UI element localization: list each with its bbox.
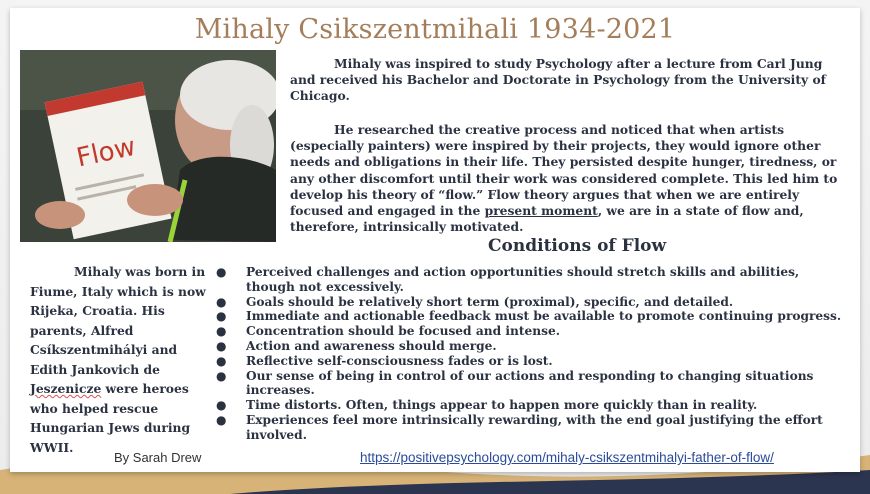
bullet-icon: ● <box>216 309 227 324</box>
condition-item: ● Experiences feel more intrinsically rewarding, with the end goal justifying the effort involved. <box>216 412 823 442</box>
present-moment-link[interactable]: present moment <box>484 203 598 219</box>
bio-text-start: Mihaly was born in Fiume, Italy which is now Rijeka, Croatia. His parents, Alfred Csíkszentmihályi and Edith Jankovich de <box>30 264 206 377</box>
condition-item: ● Immediate and actionable feedback must be available to promote continuing progress. <box>216 309 842 324</box>
bio-text-end: were heroes who helped rescue Hungarian Jews during WWII. <box>30 381 191 455</box>
bullet-icon: ● <box>216 324 227 339</box>
condition-item: ● Our sense of being in control of our actions and responding to changing situations increases. <box>216 368 814 398</box>
bullet-icon: ● <box>216 398 227 413</box>
condition-item: ● Perceived challenges and action opportunities should stretch skills and abilities, though not excessively. <box>216 265 800 294</box>
paragraph-education-text: Mihaly was inspired to study Psychology after a lecture from Carl Jung and received his Bachelor and Doctorate in Psychology from the University of Chicago. <box>290 56 826 104</box>
author-credit: By Sarah Drew <box>114 450 202 465</box>
portrait-photo <box>20 50 276 242</box>
conditions-heading: Conditions of Flow <box>488 236 667 256</box>
paragraph-flow-theory <box>290 122 840 235</box>
condition-item: ● Concentration should be focused and intense. <box>216 324 560 339</box>
condition-item: ● Goals should be relatively short term (proximal), specific, and detailed. <box>216 294 734 309</box>
paragraph-education <box>290 56 840 105</box>
book-title: Flow <box>73 131 139 174</box>
bullet-icon: ● <box>216 338 227 353</box>
source-link[interactable]: https://positivepsychology.com/mihaly-csikszentmihalyi-father-of-flow/ <box>360 450 774 465</box>
paragraph-flow-text-end: , we are in a state of flow and, therefore, intrinsically motivated. <box>290 203 804 235</box>
bio-surname: Jeszenicze <box>30 381 102 396</box>
slide-title: Mihaly Csikszentmihali 1934-2021 <box>194 14 676 45</box>
bullet-icon: ● <box>216 353 227 368</box>
conditions-list <box>214 265 844 443</box>
bullet-icon: ● <box>216 412 227 427</box>
condition-item: ● Action and awareness should merge. <box>216 338 497 353</box>
bullet-icon: ● <box>216 368 227 383</box>
biography-paragraph <box>30 262 208 457</box>
condition-item: ● Time distorts. Often, things appear to happen more quickly than in reality. <box>216 398 758 413</box>
condition-item: ● Reflective self-consciousness fades or is lost. <box>216 353 553 368</box>
bullet-icon: ● <box>216 294 227 309</box>
paragraph-flow-text-start: He researched the creative process and noticed that when artists (especially painters) were inspired by their projects, they would ignore other needs and obligations in their life. They persisted despite hunger, tiredness, or any other discomfort until their work was considered complete. This led him to develop his theory of “flow.” Flow theory argues that when we are entirely focused and engaged in the <box>290 122 838 219</box>
bullet-icon: ● <box>216 265 227 279</box>
